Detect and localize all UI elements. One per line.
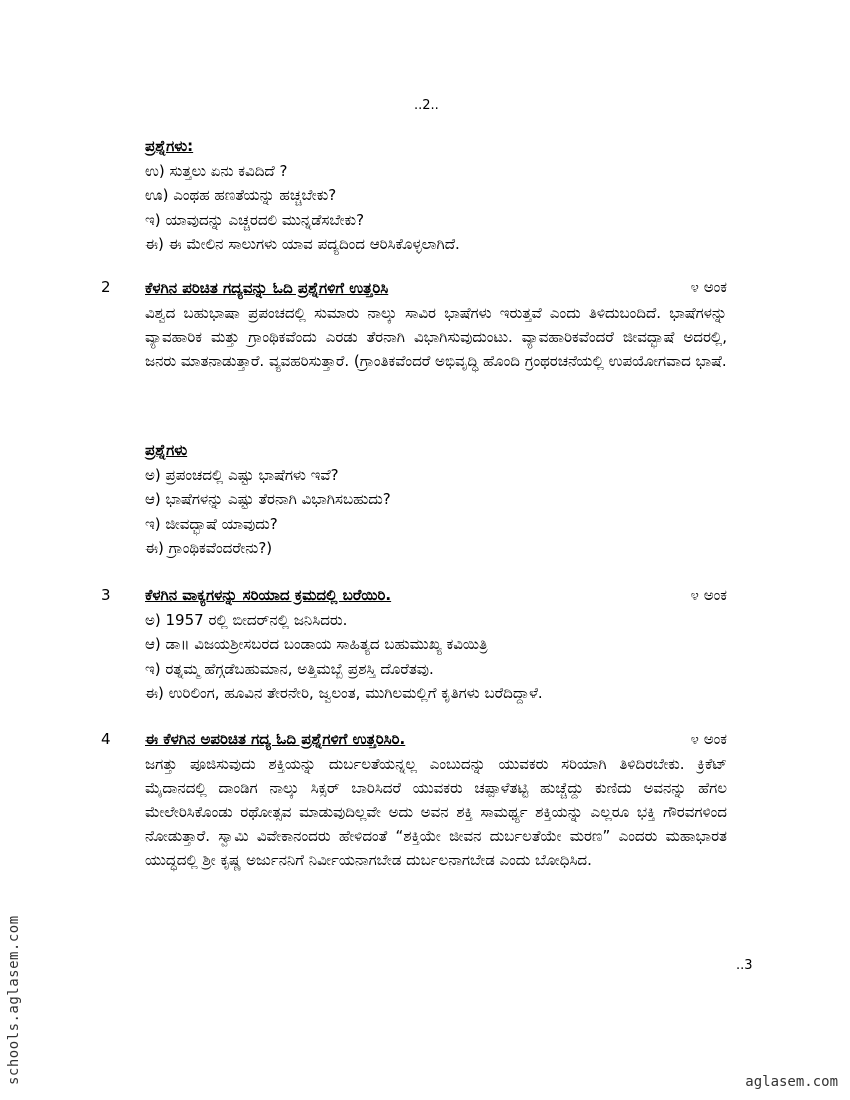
q4-title: ಈ ಕೆಳಗಿನ ಅಪರಿಚಿತ ಗದ್ಯ ಓದಿ ಪ್ರಶ್ನೆಗಳಿಗೆ ಉತ್ತರಿಸಿರಿ. — [145, 730, 406, 748]
q3-marks: ೪ ಅಂಕ — [690, 586, 727, 604]
q3-title: ಕೆಳಗಿನ ವಾಕ್ಯಗಳನ್ನು ಸರಿಯಾದ ಕ್ರಮದಲ್ಲಿ ಬರೆಯಿರಿ. — [145, 586, 392, 604]
section1-question: ಇ) ಯಾವುದನ್ನು ಎಚ್ಚರದಲಿ ಮುನ್ನಡೆಸಬೇಕು? — [145, 210, 365, 229]
section1-heading: ಪ್ರಶ್ನೆಗಳು: — [145, 137, 194, 155]
q2-question: ಈ) ಗ್ರಾಂಥಿಕವೆಂದರೇನು?) — [145, 539, 273, 557]
q2-question: ಆ) ಭಾಷೆಗಳನ್ನು ಎಷ್ಟು ತೆರನಾಗಿ ವಿಭಾಗಿಸಬಹುದು? — [145, 490, 391, 508]
q3-block — [145, 583, 727, 706]
q3-item: ಈ) ಉರಿಲಿಂಗ, ಹೂವಿನ ತೇರನೇರಿ, ಜ್ವಲಂತ, ಮುಗಿಲಮಲ್ಲಿಗೆ ಕೃತಿಗಳು ಬರೆದಿದ್ದಾಳೆ. — [145, 684, 543, 702]
q2-question: ಇ) ಜೀವದ್ಭಾಷೆ ಯಾವುದು? — [145, 514, 278, 533]
page-number: ..2.. — [414, 98, 439, 113]
q4-block — [145, 727, 727, 873]
q3-item: ಆ) ಡಾ॥ ವಿಜಯಶ್ರೀಸಬರದ ಬಂಡಾಯ ಸಾಹಿತ್ಯದ ಬಹುಮುಖ್ಯ ಕವಿಯಿತ್ರಿ — [145, 635, 488, 653]
q3-item: ಇ) ರತ್ನಮ್ಮ ಹೆಗ್ಗಡೆಬಹುಮಾನ, ಅತ್ತಿಮಬ್ಬೆ ಪ್ರಶಸ್ತಿ ದೊರೆತವು. — [145, 659, 434, 678]
section1-questions — [145, 134, 727, 257]
section1-question: ಉ) ಸುತ್ತಲು ಏನು ಕವಿದಿದೆ ? — [145, 161, 288, 180]
q3-item: ಅ) 1957 ರಲ್ಲಿ ಬೀದರ್‌ನಲ್ಲಿ ಜನಿಸಿದರು. — [145, 610, 348, 629]
q2-questions-heading: ಪ್ರಶ್ನೆಗಳು — [145, 441, 188, 459]
side-watermark: schools.aglasem.com — [6, 915, 22, 1085]
q2-questions — [145, 438, 727, 561]
q3-number: 3 — [101, 586, 111, 604]
q2-passage: ವಿಶ್ವದ ಬಹುಭಾಷಾ ಪ್ರಪಂಚದಲ್ಲಿ ಸುಮಾರು ನಾಲ್ಕು ಸಾವಿರ ಭಾಷೆಗಳು ಇರುತ್ತವೆ ಎಂದು ತಿಳಿದುಬಂದಿದೆ. ಭಾಷೆಗಳನ್ನು ವ್ಯಾವಹಾರಿಕ ಮತ್ತು ಗ್ರಾಂಥಿಕವೆಂದು ಎರಡು ತೆರನಾಗಿ ವಿಭಾಗಿಸುವುದುಂಟು. ವ್ಯಾವಹಾರಿಕವೆಂದರೆ ಜೀವದ್ಭಾಷೆ ಅದರಲ್ಲಿ, ಜನರು ಮಾತನಾಡುತ್ತಾರೆ. ವ್ಯವಹರಿಸುತ್ತಾರೆ. (ಗ್ರಾಂತಿಕವೆಂದರೆ ಅಭಿವೃದ್ಧಿ ಹೊಂದಿ ಗ್ರಂಥರಚನೆಯಲ್ಲಿ ಉಪಯೋಗವಾದ ಭಾಷೆ. — [145, 303, 727, 370]
q4-passage: ಜಗತ್ತು ಪೂಜಿಸುವುದು ಶಕ್ತಿಯನ್ನು ದುರ್ಬಲತೆಯನ್ನಲ್ಲ ಎಂಬುದನ್ನು ಯುವಕರು ಸರಿಯಾಗಿ ತಿಳಿದಿರಬೇಕು. ಕ್ರಿಕೆಟ್ ಮೈದಾನದಲ್ಲಿ ದಾಂಡಿಗ ನಾಲ್ಕು ಸಿಕ್ಸರ್ ಬಾರಿಸಿದರೆ ಯುವಕರು ಚಪ್ಪಾಳೆತಟ್ಟಿ ಹುಚ್ಚೆದ್ದು ಕುಣಿದು ಅವನನ್ನು ಹೆಗಲ ಮೇಲೇರಿಸಿಕೊಂಡು ರಥೋತ್ಸವ ಮಾಡುವುದಿಲ್ಲವೇ ಅದು ಅವನ ಶಕ್ತಿ ಸಾಮರ್ಥ್ಯ ಶಕ್ತಿಯನ್ನು ಎಲ್ಲರೂ ಭಕ್ತಿ ಗೌರವಗಳಿಂದ ನೋಡುತ್ತಾರೆ. ಸ್ವಾಮಿ ವಿವೇಕಾನಂದರು ಹೇಳಿದಂತೆ “ಶಕ್ತಿಯೇ ಜೀವನ ದುರ್ಬಲತೆಯೇ ಮರಣ” ಎಂದರು ಮಹಾಭಾರತ ಯುದ್ಧದಲ್ಲಿ ಶ್ರೀ ಕೃಷ್ಣ ಅರ್ಜುನನಿಗೆ ನಿರ್ವೀಯನಾಗಬೇಡ ದುರ್ಬಲನಾಗಬೇಡ ಎಂದು ಬೋಧಿಸಿದ. — [145, 754, 727, 870]
q4-marks: ೪ ಅಂಕ — [690, 730, 727, 748]
q2-marks: ೪ ಅಂಕ — [690, 278, 727, 296]
q2-question: ಅ) ಪ್ರಪಂಚದಲ್ಲಿ ಎಷ್ಟು ಭಾಷೆಗಳು ಇವೆ? — [145, 465, 339, 484]
q2-number: 2 — [101, 278, 111, 296]
footer-watermark: aglasem.com — [745, 1074, 838, 1090]
q2-block — [145, 276, 727, 373]
next-page-marker: ..3 — [736, 958, 753, 973]
section1-question: ಈ) ಈ ಮೇಲಿನ ಸಾಲುಗಳು ಯಾವ ಪದ್ಯದಿಂದ ಆರಿಸಿಕೊಳ್ಳಲಾಗಿದೆ. — [145, 235, 460, 253]
q4-number: 4 — [101, 730, 111, 748]
q2-title: ಕೆಳಗಿನ ಪರಿಚಿತ ಗದ್ಯವನ್ನು ಓದಿ ಪ್ರಶ್ನೆಗಳಿಗೆ ಉತ್ತರಿಸಿ — [145, 279, 389, 297]
section1-question: ಊ) ಎಂಥಹ ಹಣತೆಯನ್ನು ಹಚ್ಚಬೇಕು? — [145, 186, 337, 204]
